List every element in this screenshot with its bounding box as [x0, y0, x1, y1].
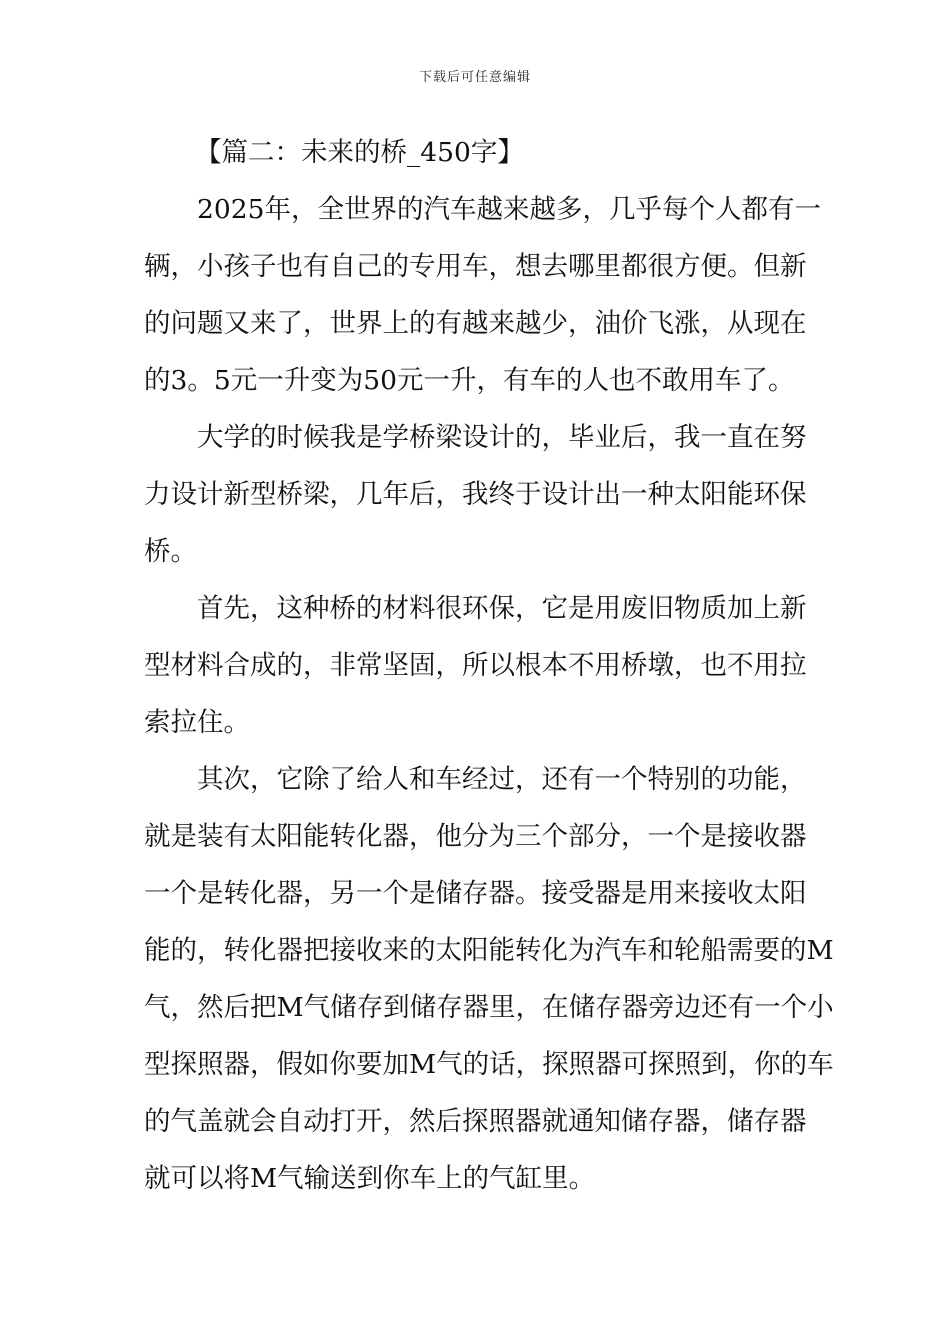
- page-header-note: 下载后可任意编辑: [418, 70, 531, 85]
- paragraph-line: 的气盖就会自动打开，然后探照器就通知储存器，储存器: [144, 1106, 807, 1137]
- paragraph-1: [144, 181, 821, 409]
- article-title: 【篇二：未来的桥_450字】: [195, 137, 524, 168]
- paragraph-3: [144, 580, 808, 751]
- paragraph-line: 一个是转化器，另一个是储存器。接受器是用来接收太阳: [144, 878, 807, 909]
- paragraph-line: 气，然后把M气储存到储存器里，在储存器旁边还有一个小: [144, 992, 834, 1023]
- paragraph-line: 力设计新型桥梁，几年后，我终于设计出一种太阳能环保: [144, 479, 807, 510]
- paragraph-line: 其次，它除了给人和车经过，还有一个特别的功能，: [197, 764, 807, 795]
- paragraph-line: 的问题又来了，世界上的有越来越少，油价飞涨，从现在: [144, 308, 807, 339]
- paragraph-2: [144, 409, 808, 580]
- paragraph-line: 大学的时候我是学桥梁设计的，毕业后，我一直在努: [197, 422, 807, 453]
- paragraph-line: 就可以将M气输送到你车上的气缸里。: [144, 1163, 596, 1194]
- paragraph-line: 辆，小孩子也有自己的专用车，想去哪里都很方便。但新: [144, 251, 807, 282]
- paragraph-line: 就是装有太阳能转化器，他分为三个部分，一个是接收器: [144, 821, 807, 852]
- paragraph-line: 索拉住。: [144, 707, 250, 738]
- paragraph-line: 能的，转化器把接收来的太阳能转化为汽车和轮船需要的M: [144, 935, 834, 966]
- paragraph-line: 2025年，全世界的汽车越来越多，几乎每个人都有一: [197, 194, 821, 225]
- paragraph-line: 的3。5元一升变为50元一升，有车的人也不敢用车了。: [144, 365, 795, 396]
- paragraph-line: 型材料合成的，非常坚固，所以根本不用桥墩，也不用拉: [144, 650, 807, 681]
- document-body: [144, 124, 834, 1207]
- paragraph-line: 型探照器，假如你要加M气的话，探照器可探照到，你的车: [144, 1049, 834, 1080]
- paragraph-line: 首先，这种桥的材料很环保，它是用废旧物质加上新: [197, 593, 807, 624]
- paragraph-4: [144, 751, 834, 1207]
- paragraph-line: 桥。: [144, 536, 197, 567]
